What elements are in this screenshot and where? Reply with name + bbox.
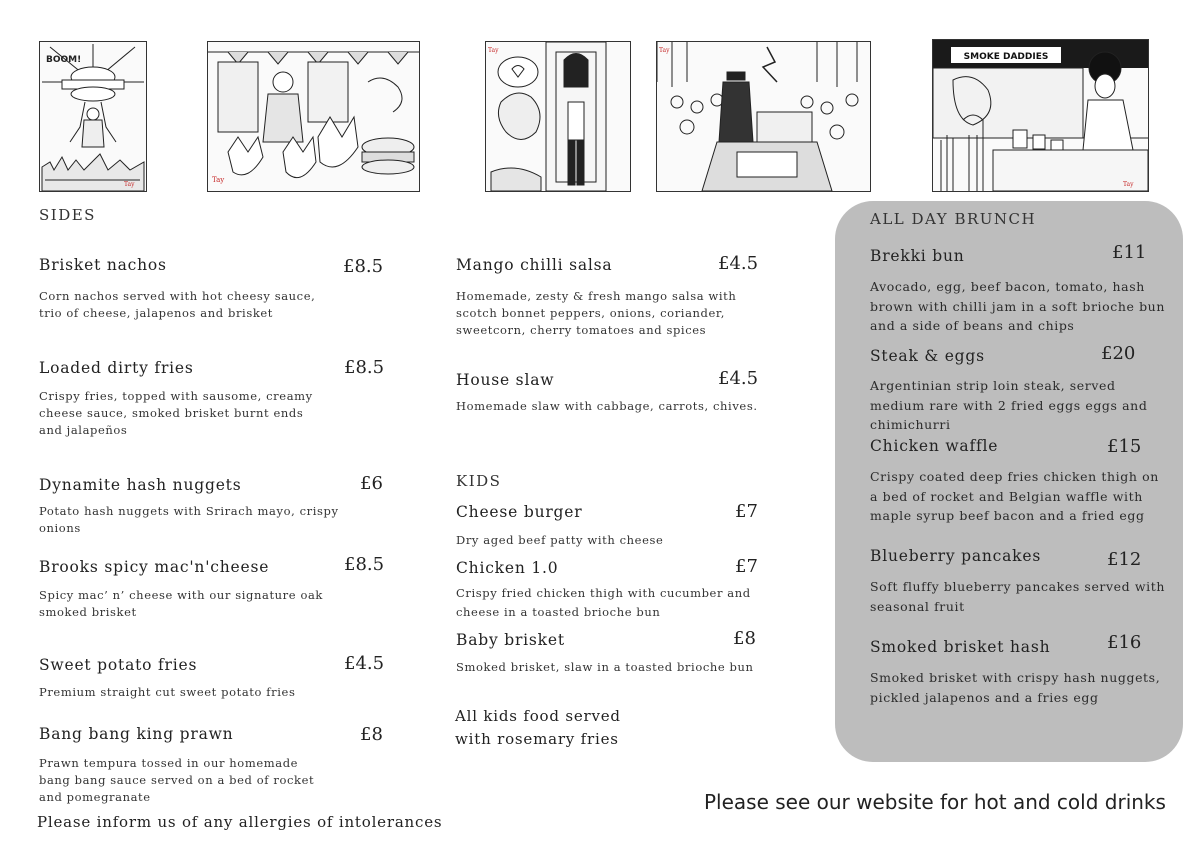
smoke-daddies-diner-illustration — [932, 39, 1149, 192]
menu-item-price: £4.5 — [718, 368, 759, 389]
menu-item-price: £8 — [360, 724, 383, 745]
menu-item-price: £8.5 — [343, 256, 384, 277]
burger-hero-illustration — [39, 41, 147, 192]
menu-item-desc: Soft fluffy blueberry pancakes served with seasonal fruit — [870, 579, 1166, 614]
allergy-note: Please inform us of any allergies of intolerances — [37, 813, 443, 831]
menu-item-name: Loaded dirty fries — [39, 359, 194, 377]
menu-item-desc: Homemade, zesty & fresh mango salsa with scotch bonnet peppers, onions, coriander, sweetcorn, cherry tomatoes and spices — [456, 289, 737, 337]
svg-text:Tay: Tay — [124, 181, 135, 188]
menu-item-desc: Avocado, egg, beef bacon, tomato, hash brown with chilli jam in a soft brioche bun and a side of beans and chips — [870, 279, 1165, 333]
menu-item-desc: Corn nachos served with hot cheesy sauce, trio of cheese, jalapenos and brisket — [39, 289, 316, 320]
menu-item-desc: Crispy fried chicken thigh with cucumber and cheese in a toasted brioche bun — [456, 586, 751, 619]
kids-title: KIDS — [456, 472, 502, 490]
menu-item-price: £11 — [1112, 242, 1147, 263]
menu-item-price: £4.5 — [718, 253, 759, 274]
menu-item-desc: Argentinian strip loin steak, served medium rare with 2 fried eggs eggs and chimichurri — [870, 378, 1148, 432]
menu-item-desc: Prawn tempura tossed in our homemade bang bang sauce served on a bed of rocket and pomegranate — [39, 756, 315, 804]
menu-item-desc: Crispy coated deep fries chicken thigh on a bed of rocket and Belgian waffle with maple syrup beef bacon and a fried egg — [870, 469, 1159, 523]
menu-item-desc: Premium straight cut sweet potato fries — [39, 685, 296, 699]
menu-item-name: Chicken 1.0 — [456, 559, 559, 577]
menu-item-desc: Spicy mac’ n’ cheese with our signature oak smoked brisket — [39, 588, 323, 619]
svg-text:Tay: Tay — [212, 176, 225, 184]
menu-item-price: £15 — [1107, 436, 1142, 457]
menu-item-price: £12 — [1107, 549, 1142, 570]
guard-heart-illustration — [485, 41, 631, 192]
menu-item-price: £8 — [733, 628, 756, 649]
crowd-street-illustration — [656, 41, 871, 192]
menu-item-desc: Smoked brisket with crispy hash nuggets, pickled jalapenos and a fries egg — [870, 670, 1161, 705]
menu-item-name: Dynamite hash nuggets — [39, 476, 242, 494]
menu-item-price: £7 — [735, 501, 758, 522]
menu-item-name: Blueberry pancakes — [870, 547, 1042, 565]
menu-item-name: Baby brisket — [456, 631, 565, 649]
menu-item-name: Chicken waffle — [870, 437, 999, 455]
smoke-daddies-sign: SMOKE DADDIES — [963, 52, 1049, 62]
menu-item-price: £20 — [1101, 343, 1136, 364]
drinks-note: Please see our website for hot and cold drinks — [704, 790, 1166, 814]
svg-text:Tay: Tay — [488, 47, 499, 54]
sides-title: SIDES — [39, 206, 96, 224]
menu-item-name: House slaw — [456, 371, 555, 389]
svg-text:Tay: Tay — [1123, 181, 1134, 188]
menu-item-price: £6 — [360, 473, 383, 494]
menu-item-name: Brekki bun — [870, 247, 965, 265]
menu-item-desc: Crispy fries, topped with sausome, creamy cheese sauce, smoked brisket burnt ends and jalapeños — [39, 389, 313, 437]
menu-item-name: Sweet potato fries — [39, 656, 198, 674]
menu-item-name: Smoked brisket hash — [870, 638, 1051, 656]
menu-item-desc: Dry aged beef patty with cheese — [456, 533, 664, 547]
menu-item-desc: Smoked brisket, slaw in a toasted brioche bun — [456, 660, 754, 674]
boom-caption: BOOM! — [46, 55, 82, 65]
kids-fries-note-line1: All kids food served — [455, 707, 621, 725]
menu-item-name: Mango chilli salsa — [456, 256, 613, 274]
brunch-title: ALL DAY BRUNCH — [870, 210, 1037, 228]
menu-item-desc: Homemade slaw with cabbage, carrots, chives. — [456, 399, 758, 413]
menu-item-name: Steak & eggs — [870, 347, 985, 365]
menu-item-name: Bang bang king prawn — [39, 725, 234, 743]
svg-text:Tay: Tay — [659, 47, 670, 54]
kids-fries-note-line2: with rosemary fries — [455, 730, 619, 748]
menu-item-name: Brooks spicy mac'n'cheese — [39, 558, 270, 576]
menu-item-price: £8.5 — [344, 554, 385, 575]
menu-item-desc: Potato hash nuggets with Srirach mayo, crispy onions — [39, 504, 339, 535]
menu-item-price: £7 — [735, 556, 758, 577]
menu-item-name: Cheese burger — [456, 503, 583, 521]
menu-item-name: Brisket nachos — [39, 256, 167, 274]
corgis-royalty-illustration — [207, 41, 420, 192]
menu-item-price: £4.5 — [344, 653, 385, 674]
menu-item-price: £8.5 — [344, 357, 385, 378]
menu-item-price: £16 — [1107, 632, 1142, 653]
